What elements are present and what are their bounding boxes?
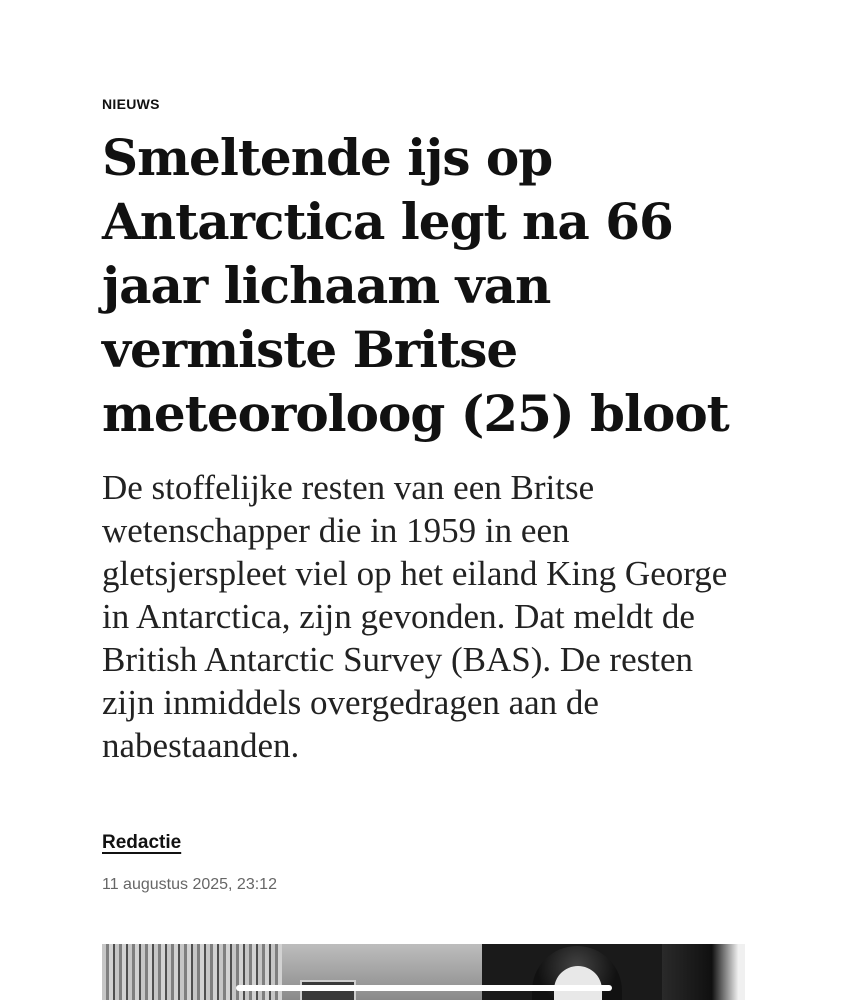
article-photo[interactable] bbox=[102, 944, 745, 1000]
lead-paragraph: De stoffelijke resten van een Britse wetenschapper die in 1959 in een gletsjerspleet viel op het eiland King George in Antarctica, zijn gevonden. Dat meldt de British Antarctic Survey (BAS). De resten zijn inmiddels overgedragen aan de nabestaanden. bbox=[102, 468, 728, 765]
photo-curtain bbox=[102, 944, 282, 1000]
author-link[interactable]: Redactie bbox=[102, 832, 182, 853]
section-label[interactable]: NIEUWS bbox=[102, 96, 160, 112]
publish-date: 11 augustus 2025, 23:12 bbox=[102, 876, 277, 893]
headline: Smeltende ijs op Antarctica legt na 66 jaar lichaam van vermiste Britse meteoroloog (25) bloot bbox=[102, 128, 729, 443]
photo-background bbox=[662, 944, 745, 1000]
home-indicator[interactable] bbox=[236, 985, 612, 991]
